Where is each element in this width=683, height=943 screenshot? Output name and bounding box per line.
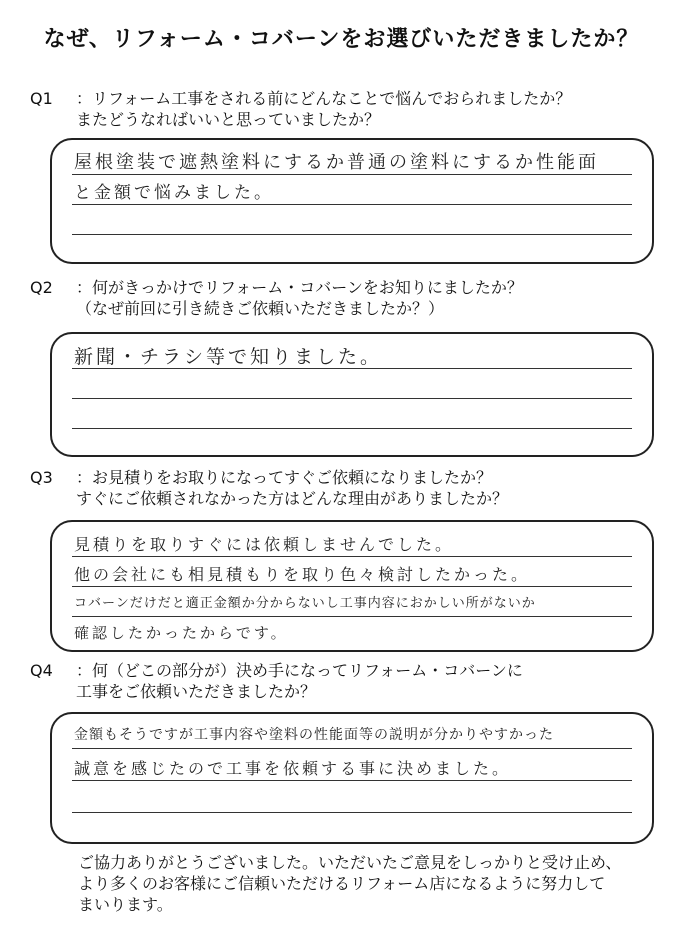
answer-line	[72, 398, 632, 399]
answer-line	[72, 428, 632, 429]
answer-line	[72, 174, 632, 175]
question-number: Q2	[30, 278, 53, 297]
question-3	[30, 467, 508, 509]
question-text: ：お見積りをお取りになってすぐご依頼になりましたか？	[76, 468, 493, 487]
closing-message	[78, 852, 621, 915]
answer-line	[72, 616, 632, 617]
answer-line	[72, 556, 632, 557]
answer-box-1	[50, 138, 654, 264]
handwritten-answer: コバーンだけだと適正金額か分からないし工事内容におかしい所がないか	[74, 596, 536, 611]
answer-box-3	[50, 520, 654, 652]
handwritten-answer: 新聞・チラシ等で知りました。	[74, 346, 383, 368]
handwritten-answer: 確認したかったからです。	[74, 624, 289, 642]
answer-line	[72, 234, 632, 235]
answer-line	[72, 780, 632, 781]
handwritten-answer: 屋根塗装で遮熱塗料にするか普通の塗料にするか性能面	[74, 152, 599, 173]
closing-line: まいります。	[78, 895, 173, 914]
page-title: なぜ、リフォーム・コバーンをお選びいただきましたか？	[43, 27, 640, 52]
question-1	[30, 88, 571, 130]
closing-line: ご協力ありがとうございました。いただいたご意見をしっかりと受け止め、	[78, 853, 622, 872]
question-text: ：リフォーム工事をされる前にどんなことで悩んでおられましたか？	[76, 89, 572, 108]
answer-line	[72, 812, 632, 813]
question-number: Q4	[30, 661, 53, 680]
question-number: Q3	[30, 468, 53, 487]
answer-box-2	[50, 332, 654, 457]
handwritten-answer: 他の会社にも相見積もりを取り色々検討したかった。	[74, 565, 531, 584]
question-number: Q1	[30, 89, 53, 108]
question-text: ：何（どこの部分が）決め手になってリフォーム・コバーンに	[76, 661, 523, 680]
answer-line	[72, 204, 632, 205]
handwritten-answer: 誠意を感じたので工事を依頼する事に決めました。	[74, 759, 512, 778]
answer-line	[72, 586, 632, 587]
handwritten-answer: と金額で悩みました。	[74, 183, 274, 203]
question-text: 工事をご依頼いただきましたか？	[76, 682, 317, 701]
closing-line: より多くのお客様にご信頼いただけるリフォーム店になるように努力して	[78, 874, 606, 893]
question-text: すぐにご依頼されなかった方はどんな理由がありましたか？	[76, 489, 509, 508]
question-2	[30, 277, 523, 319]
question-4	[30, 660, 523, 702]
answer-box-4	[50, 712, 654, 844]
answer-line	[72, 748, 632, 749]
question-text: ：何がきっかけでリフォーム・コバーンをお知りにましたか？	[76, 278, 523, 297]
question-text: またどうなればいいと思っていましたか？	[76, 110, 381, 129]
handwritten-answer: 金額もそうですが工事内容や塗料の性能面等の説明が分かりやすかった	[74, 727, 554, 743]
handwritten-answer: 見積りを取りすぐには依頼しませんでした。	[74, 535, 455, 554]
question-text: （なぜ前回に引き続きご依頼いただきましたか？）	[76, 299, 445, 318]
